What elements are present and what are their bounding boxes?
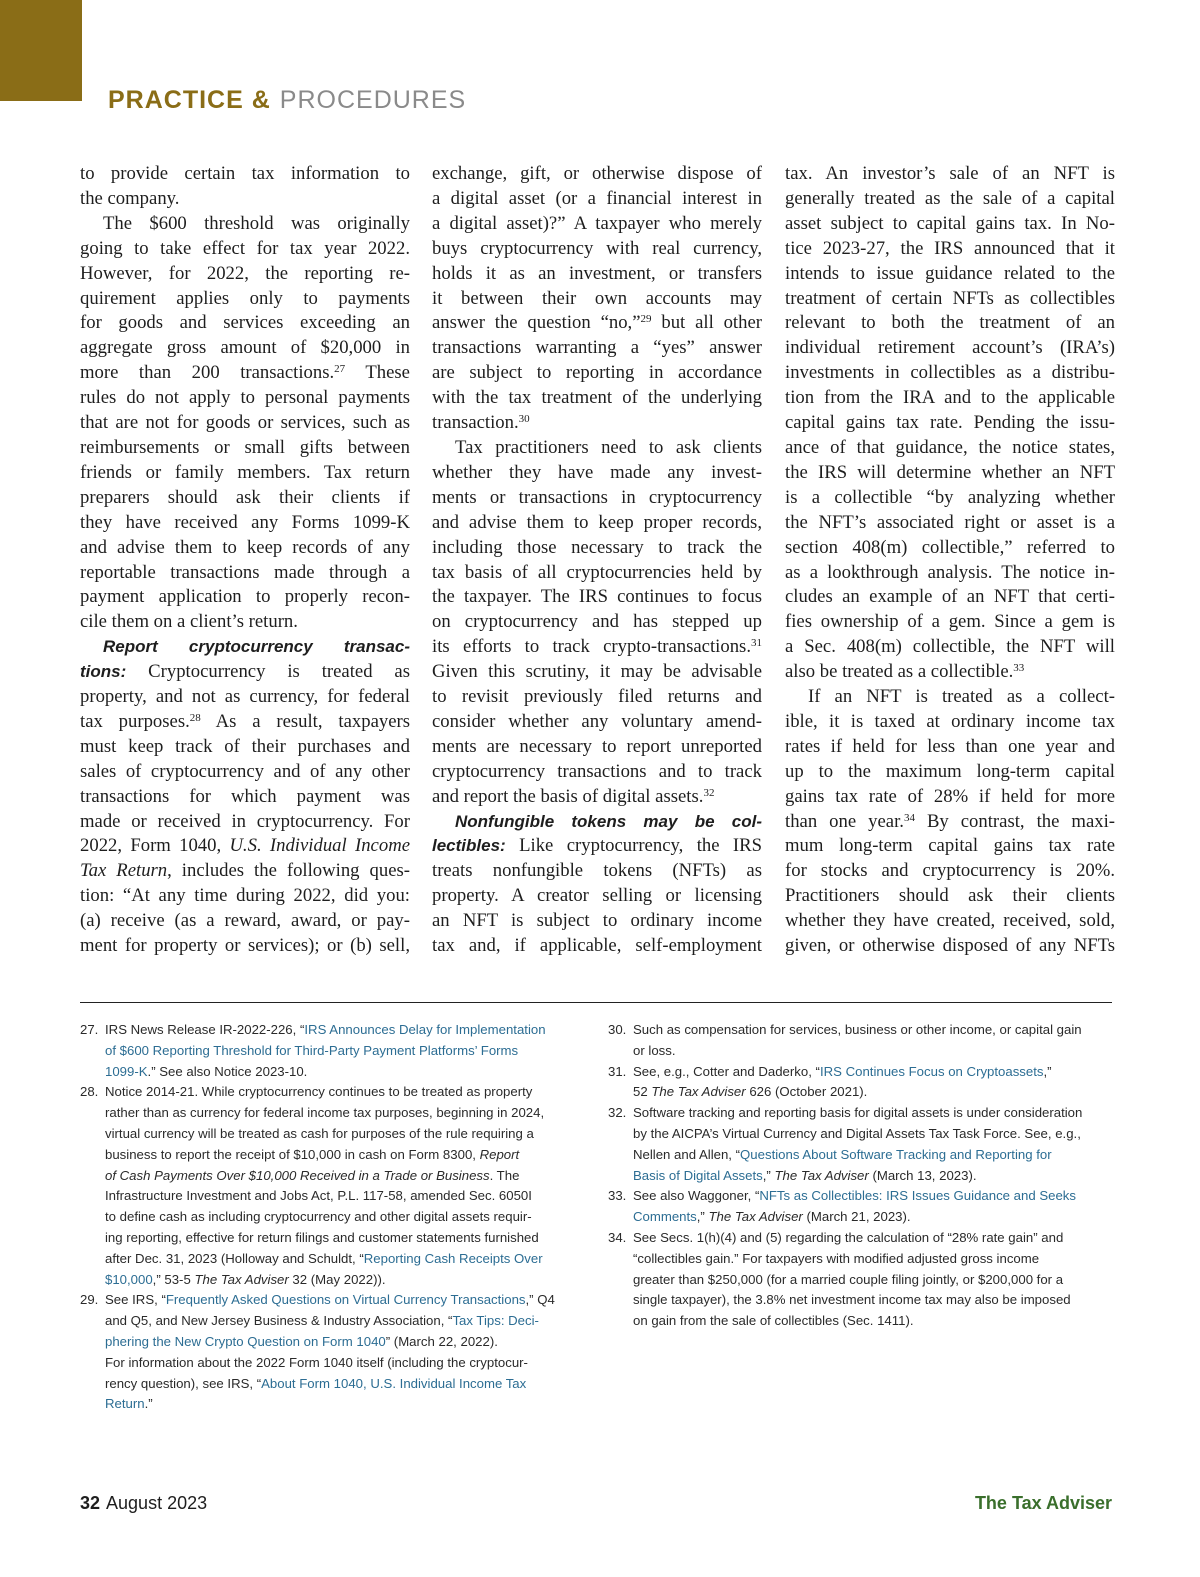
footnote-number: 29.: [80, 1292, 99, 1308]
run-in-heading: Report cryptocurrency transac-: [103, 637, 410, 657]
text-run: As a result, taxpayers: [200, 710, 410, 732]
text-run: 32 (May 2022)).: [288, 1271, 386, 1287]
text-line: [432, 810, 762, 835]
text-line: rates if held for less than one year and: [785, 735, 1115, 757]
text-line: a Sec. 408(m) collectible, the NFT will: [785, 636, 1115, 658]
text-line: property, and not as currency, for federal: [80, 686, 410, 708]
run-in-heading: lectibles:: [432, 836, 506, 856]
footnote-line: [633, 1166, 1113, 1187]
footnote-30: [608, 1020, 1113, 1062]
text-line: capital gains tax rate. Pending the issu-: [785, 412, 1115, 434]
text-line: relevant to both the treatment of an: [785, 312, 1115, 334]
text-run: tax purposes.: [80, 710, 190, 732]
footnote-link[interactable]: phering the New Crypto Question on Form 1040: [105, 1333, 386, 1349]
footnote-line: [105, 1020, 585, 1041]
text-run: after Dec. 31, 2023 (Holloway and Schuldt, “: [105, 1250, 364, 1266]
text-line: with the tax treatment of the underlying: [432, 387, 762, 409]
text-line: Tax practitioners need to ask clients: [455, 436, 762, 458]
text-line: ible, it is taxed at ordinary income tax: [785, 710, 1115, 732]
footnote-line: [105, 1394, 585, 1415]
footnotes-right: [608, 1020, 1113, 1332]
text-line: including those necessary to track the: [432, 536, 762, 558]
text-line: [785, 810, 1115, 835]
footnote-29: [80, 1290, 585, 1415]
text-run: ,”: [762, 1167, 775, 1183]
footnote-line: [105, 1270, 585, 1291]
text-line: treatment of certain NFTs as collectibles: [785, 287, 1115, 309]
footnote-link[interactable]: Tax Tips: Deci-: [452, 1313, 539, 1329]
text-line: up to the maximum long-term capital: [785, 760, 1115, 782]
text-line: (a) receive (as a reward, award, or pay-: [80, 910, 410, 932]
text-line: cludes an example of an NFT that certi-: [785, 586, 1115, 608]
footnotes-left: [80, 1020, 585, 1415]
text-run: 52: [633, 1084, 652, 1100]
footnote-line: “collectibles gain.” For taxpayers with modified adjusted gross income: [633, 1250, 1040, 1266]
text-line: [432, 635, 762, 660]
italic-title: Report: [479, 1146, 520, 1162]
text-line: section 408(m) collectible,” referred to: [785, 536, 1115, 558]
text-line: fies ownership of a gem. Since a gem is: [785, 611, 1115, 633]
text-line: [80, 660, 410, 685]
footnote-line: [633, 1186, 1113, 1207]
footnote-link[interactable]: IRS Announces Delay for Implementation: [304, 1022, 546, 1037]
footnote-line: [105, 1145, 585, 1166]
page-footer-left: [80, 1493, 207, 1514]
text-line: on cryptocurrency and has stepped up: [432, 611, 762, 633]
body-column-2: [432, 162, 762, 959]
text-line: going to take effect for tax year 2022.: [80, 237, 410, 259]
footnote-32: [608, 1103, 1113, 1186]
text-line: ment for property or services); or (b) sell,: [80, 935, 410, 957]
footnote-link[interactable]: IRS Continues Focus on Cryptoassets: [819, 1063, 1044, 1079]
footnote-number: 28.: [80, 1084, 99, 1100]
text-run: .” See also Notice 2023-10.: [147, 1063, 308, 1079]
text-run: Nellen and Allen, “: [633, 1146, 741, 1162]
footnote-line: rather than as currency for federal income tax purposes, beginning in 2024,: [105, 1105, 545, 1121]
text-line: tax and, if applicable, self-employment: [432, 935, 762, 957]
footnote-number: 34.: [608, 1229, 627, 1245]
text-line: Given this scrutiny, it may be advisable: [432, 661, 762, 683]
footnote-line: [105, 1041, 585, 1062]
footnote-line: greater than $250,000 (for a married couple filing jointly, or $200,000 for a: [633, 1271, 1064, 1287]
footnote-line: Software tracking and reporting basis for digital assets is under consideration: [633, 1105, 1083, 1121]
run-in-heading: tions:: [80, 662, 127, 682]
footnote-ref-30[interactable]: 30: [518, 413, 530, 426]
text-line: for goods and services exceeding an: [80, 312, 410, 334]
text-run: 2022, Form 1040,: [80, 835, 230, 857]
text-line: [80, 834, 410, 859]
footnote-ref-31[interactable]: 31: [751, 637, 762, 650]
text-run: ,”: [1043, 1063, 1052, 1079]
footnote-line: virtual currency will be treated as cash for purposes of the rule requiring a: [105, 1125, 534, 1141]
text-line: mum long-term capital gains tax rate: [785, 835, 1115, 857]
text-line: buys cryptocurrency with real currency,: [432, 237, 762, 259]
footnote-line: Such as compensation for services, business or other income, or capital gain: [633, 1022, 1082, 1037]
text-line: tax basis of all cryptocurrencies held by: [432, 561, 762, 583]
footnote-number: 32.: [608, 1105, 627, 1121]
text-line: and advise them to keep records of any: [80, 536, 410, 558]
text-run: also be treated as a collectible.: [785, 661, 1014, 683]
italic-title: Tax Return: [80, 860, 168, 882]
text-line: the IRS will determine whether an NFT: [785, 461, 1115, 483]
text-run: (March 21, 2023).: [802, 1209, 911, 1225]
text-line: the taxpayer. The IRS continues to focus: [432, 586, 762, 608]
text-run: business to report the receipt of $10,000 in cash on Form 8300,: [105, 1146, 480, 1162]
footnote-line: [105, 1311, 585, 1332]
text-run: By contrast, the maxi-: [914, 810, 1115, 832]
text-line: a digital asset (or a financial interest in: [432, 187, 762, 209]
footnote-link[interactable]: Frequently Asked Questions on Virtual Currency Transactions: [165, 1292, 526, 1308]
footnote-line: ing reporting, effective for return filings and customer statements furnished: [105, 1229, 539, 1245]
issue-date: August 2023: [106, 1493, 208, 1513]
text-line: gains tax rate of 28% if held for more: [785, 785, 1115, 807]
text-run: These: [345, 362, 410, 384]
text-line: tax. An investor’s sale of an NFT is: [785, 163, 1115, 184]
text-line: the NFT’s associated right or asset is a: [785, 511, 1115, 533]
footnote-27: [80, 1020, 585, 1082]
footnote-line: [105, 1166, 585, 1187]
footnote-line: [105, 1374, 585, 1395]
text-line: treats nonfungible tokens (NFTs) as: [432, 860, 762, 882]
text-run: .”: [144, 1396, 153, 1412]
footnote-divider: [80, 1002, 1112, 1003]
footnote-link[interactable]: Comments: [633, 1209, 697, 1225]
footnote-line: to define cash as including cryptocurrency and other digital assets requir-: [105, 1209, 532, 1225]
text-line: holds it as an investment, or transfers: [432, 262, 762, 284]
text-line: cile them on a client’s return.: [80, 611, 298, 633]
footnote-line: [633, 1082, 1113, 1103]
text-line: consider whether any voluntary amend-: [432, 710, 762, 732]
section-header: [108, 86, 466, 115]
footnote-line: by the AICPA’s Virtual Currency and Digital Assets Tax Task Force. See, e.g.,: [633, 1125, 1081, 1141]
text-line: [80, 710, 410, 735]
text-line: reportable transactions made through a: [80, 561, 410, 583]
text-line: ments or transactions in cryptocurrency: [432, 486, 762, 508]
text-run: and Q5, and New Jersey Business & Industry Association, “: [105, 1313, 453, 1329]
footnote-ref-34[interactable]: 34: [903, 811, 915, 824]
text-run: See IRS, “: [105, 1292, 166, 1308]
footnote-line: For information about the 2022 Form 1040 itself (including the cryptocur-: [105, 1354, 528, 1370]
footnote-line: on gain from the sale of collectibles (Sec. 1411).: [633, 1313, 914, 1329]
footnote-link[interactable]: $10,000: [105, 1271, 153, 1287]
text-line: [432, 311, 762, 336]
text-run: . The: [489, 1167, 520, 1183]
text-line: friends or family members. Tax return: [80, 461, 410, 483]
footnote-ref-29[interactable]: 29: [640, 313, 652, 326]
text-run: ,”: [696, 1209, 709, 1225]
text-line: to revisit previously filed returns and: [432, 686, 762, 708]
text-line: ments are necessary to report unreported: [432, 735, 762, 757]
text-line: preparers should ask their clients if: [80, 486, 410, 508]
body-column-1: [80, 162, 410, 959]
body-column-3: [785, 162, 1115, 959]
italic-title: The Tax Adviser: [774, 1167, 869, 1183]
text-line: intends to issue guidance related to the: [785, 262, 1115, 284]
text-line: are subject to reporting in accordance: [432, 362, 762, 384]
text-line: [432, 411, 762, 436]
text-run: and report the basis of digital assets.: [432, 785, 704, 807]
footnote-33: [608, 1186, 1113, 1228]
italic-title: The Tax Adviser: [708, 1209, 803, 1225]
footnote-line: [633, 1207, 1113, 1228]
footnote-line: [633, 1145, 1113, 1166]
text-run: its efforts to track crypto-transactions.: [432, 636, 751, 658]
text-run: See also Waggoner, “: [633, 1188, 760, 1204]
text-line: quirement applies only to payments: [80, 287, 410, 309]
text-line: for stocks and cryptocurrency is 20%.: [785, 860, 1115, 882]
footnote-link[interactable]: of $600 Reporting Threshold for Third-Party Payment Platforms’ Forms: [105, 1042, 519, 1058]
footnote-number: 33.: [608, 1188, 627, 1204]
text-run: Cryptocurrency is treated as: [126, 661, 410, 683]
text-run: ,” Q4: [525, 1292, 555, 1308]
text-run: , includes the following ques-: [167, 860, 410, 882]
text-line: individual retirement account’s (IRA’s): [785, 337, 1115, 359]
footnote-28: [80, 1082, 585, 1290]
footnote-link[interactable]: NFTs as Collectibles: IRS Issues Guidance and Seeks: [759, 1188, 1076, 1204]
text-line: The $600 threshold was originally: [103, 212, 410, 234]
text-line: transactions for which payment was: [80, 785, 410, 807]
text-line: an NFT is subject to ordinary income: [432, 910, 762, 932]
text-run: Like cryptocurrency, the IRS: [505, 835, 762, 857]
run-in-heading: Nonfungible tokens may be col-: [455, 811, 762, 831]
footnote-line: Notice 2014-21. While cryptocurrency continues to be treated as property: [105, 1084, 533, 1100]
text-line: a digital asset)?” A taxpayer who merely: [432, 212, 762, 234]
publication-name: The Tax Adviser: [974, 1493, 1112, 1513]
footnote-line: [105, 1249, 585, 1270]
footnote-line: See Secs. 1(h)(4) and (5) regarding the calculation of “28% rate gain” and: [633, 1229, 1064, 1245]
section-header-light: PROCEDURES: [279, 86, 467, 114]
text-line: it between their own accounts may: [432, 287, 762, 309]
italic-title: The Tax Adviser: [651, 1084, 746, 1100]
text-run: IRS News Release IR-2022-226, “: [105, 1022, 305, 1037]
text-line: and advise them to keep proper records,: [432, 511, 762, 533]
text-line: exchange, gift, or otherwise dispose of: [432, 163, 762, 184]
footnote-31: [608, 1062, 1113, 1104]
footnote-line: [105, 1332, 585, 1353]
text-line: is a collectible “by analyzing whether: [785, 486, 1115, 508]
text-run: ” (March 22, 2022).: [385, 1333, 498, 1349]
text-line: the company.: [80, 187, 180, 209]
text-run: more than 200 transactions.: [80, 362, 335, 384]
text-line: to provide certain tax information to: [80, 163, 410, 184]
text-line: they have received any Forms 1099-K: [80, 511, 410, 533]
footnote-ref-27[interactable]: 27: [334, 363, 346, 376]
text-line: [432, 834, 762, 859]
text-line: made or received in cryptocurrency. For: [80, 810, 410, 832]
footnote-line: [105, 1290, 585, 1311]
text-line: ance of that guidance, the notice states,: [785, 436, 1115, 458]
text-line: However, for 2022, the reporting re-: [80, 262, 410, 284]
footnote-link[interactable]: Return: [105, 1396, 145, 1412]
text-run: ,” 53-5: [152, 1271, 195, 1287]
text-line: sales of cryptocurrency and of any other: [80, 760, 410, 782]
text-run: rency question), see IRS, “: [105, 1375, 262, 1391]
text-line: tion from the IRA and to the applicable: [785, 387, 1115, 409]
text-line: whether they have made any invest-: [432, 461, 762, 483]
text-line: whether they have created, received, sold,: [785, 910, 1115, 932]
text-run: but all other: [651, 312, 762, 334]
text-line: tion: “At any time during 2022, did you:: [80, 885, 410, 907]
footnote-line: Infrastructure Investment and Jobs Act, P.L. 117-58, amended Sec. 6050I: [105, 1188, 532, 1204]
text-line: payment application to properly recon-: [80, 586, 410, 608]
footnote-number: 30.: [608, 1022, 627, 1037]
text-run: (March 13, 2023).: [868, 1167, 977, 1183]
text-run: transaction.: [432, 412, 519, 434]
footnote-line: single taxpayer), the 3.8% net investment income tax may also be imposed: [633, 1292, 1071, 1308]
text-line: asset subject to capital gains tax. In No-: [785, 212, 1115, 234]
footnote-number: 27.: [80, 1022, 99, 1037]
text-run: 626 (October 2021).: [745, 1084, 868, 1100]
text-line: [80, 361, 410, 386]
footnote-34: [608, 1228, 1113, 1332]
italic-title: The Tax Adviser: [194, 1271, 289, 1287]
footnote-ref-33[interactable]: 33: [1013, 662, 1025, 675]
text-line: must keep track of their purchases and: [80, 735, 410, 757]
text-line: tice 2023-27, the IRS announced that it: [785, 237, 1115, 259]
text-line: [80, 635, 410, 660]
section-header-bold: PRACTICE &: [108, 86, 271, 114]
text-line: generally treated as the sale of a capital: [785, 187, 1115, 209]
footnote-link[interactable]: Reporting Cash Receipts Over: [363, 1250, 543, 1266]
text-run: than one year.: [785, 810, 904, 832]
text-run: See, e.g., Cotter and Daderko, “: [633, 1063, 820, 1079]
text-line: [432, 785, 762, 810]
text-line: that are not for goods or services, such as: [80, 412, 410, 434]
text-line: property. A creator selling or licensing: [432, 885, 762, 907]
text-line: cryptocurrency transactions and to track: [432, 760, 762, 782]
footnote-ref-28[interactable]: 28: [189, 711, 201, 724]
footnote-link[interactable]: Questions About Software Tracking and Reporting for: [740, 1146, 1052, 1162]
text-line: Practitioners should ask their clients: [785, 885, 1115, 907]
page-number: 32: [80, 1493, 101, 1513]
footnote-ref-32[interactable]: 32: [703, 786, 715, 799]
footnote-number: 31.: [608, 1063, 627, 1079]
text-line: given, or otherwise disposed of any NFTs: [785, 935, 1115, 957]
footnote-line: [633, 1062, 1113, 1083]
italic-title: U.S. Individual Income: [229, 835, 410, 857]
text-line: reimbursements or small gifts between: [80, 436, 410, 458]
text-line: transactions warranting a “yes” answer: [432, 337, 762, 359]
text-line: [80, 859, 410, 884]
section-color-tab: [0, 0, 82, 101]
text-run: answer the question “no,”: [432, 312, 641, 334]
text-line: as a lookthrough analysis. The notice in-: [785, 561, 1115, 583]
text-line: rules do not apply to personal payments: [80, 387, 410, 409]
text-line: aggregate gross amount of $20,000 in: [80, 337, 410, 359]
text-line: [785, 660, 1115, 685]
italic-title: of Cash Payments Over $10,000 Received in a Trade or Business: [105, 1167, 490, 1183]
text-line: If an NFT is treated as a collect-: [808, 686, 1115, 708]
footnote-link[interactable]: Basis of Digital Assets: [633, 1167, 763, 1183]
footnote-line: [105, 1062, 585, 1083]
footnote-line: or loss.: [633, 1042, 676, 1058]
footnote-link[interactable]: 1099-K: [105, 1063, 148, 1079]
text-line: investments in collectibles as a distribu-: [785, 362, 1115, 384]
footnote-link[interactable]: About Form 1040, U.S. Individual Income Tax: [261, 1375, 527, 1391]
